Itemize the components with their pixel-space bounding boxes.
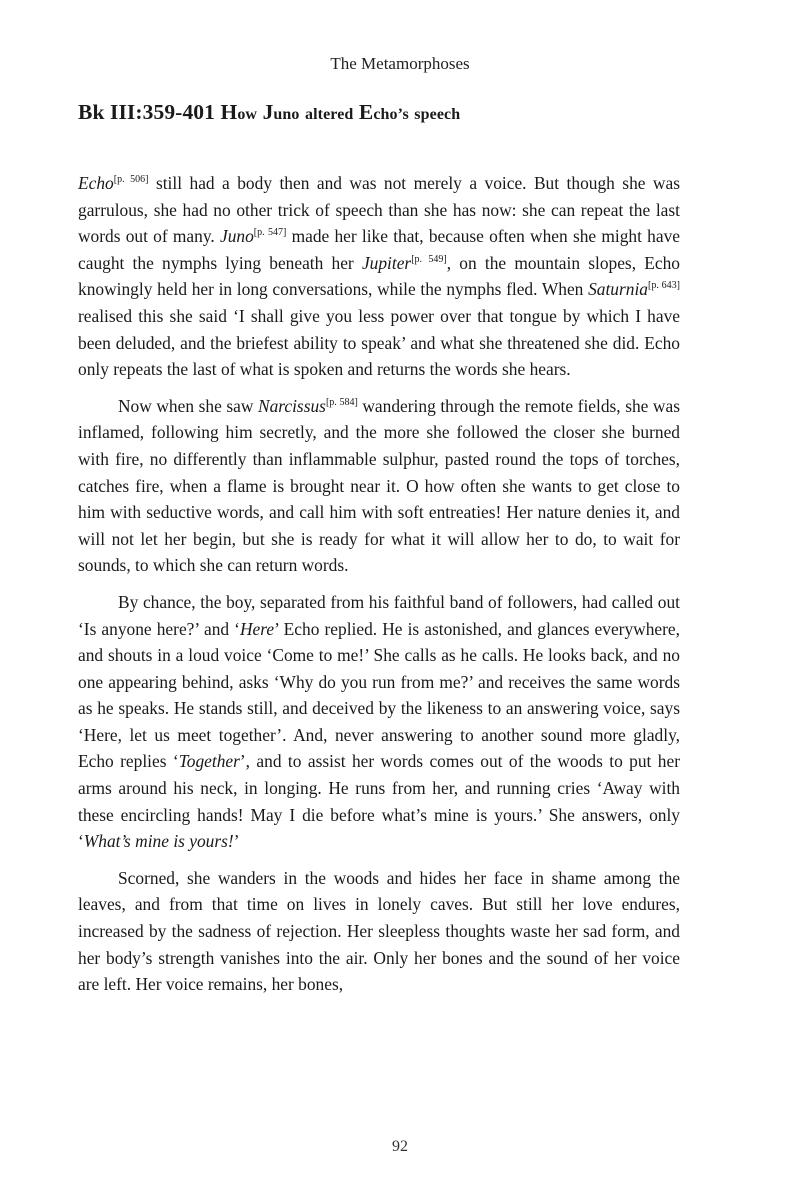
section-title: Bk III:359-401 How Juno altered Echo’s speech	[78, 100, 461, 124]
page-ref: [p. 549]	[411, 253, 447, 265]
name-link-saturnia[interactable]: Saturnia	[588, 279, 648, 300]
title-ref: Bk III:359-401	[78, 100, 215, 124]
name-link-juno[interactable]: Juno	[219, 226, 254, 247]
paragraph: Now when she saw Narcissus[p. 584] wandering through the remote fields, she was inflamed, following him secretly, and the more she followed the closer she burned with fire, no differently than inflammable sulphur, pasted round the tops of torches, catches fire, when a flame is brought near it. O how often she wants to get close to him with seductive words, and call him with soft entreaties! Her nature denies it, and will not let her begin, but she is ready for what it will allow her to do, to wait for sounds, to which she can return words.	[78, 395, 680, 576]
emphasis: Together	[178, 751, 240, 772]
paragraph: By chance, the boy, separated from his faithful band of followers, had called out ‘Is anyone here?’ and ‘Here’ Echo replied. He is astonished, and glances everywhere, and shouts in a loud voice ‘Come to me!’ She calls as he calls. He looks back, and no one appearing behind, asks ‘Why do you run from me?’ and receives the same words as he speaks. He stands still, and deceived by the likeness to an answering voice, says ‘Here, let us meet together’. And, never answering to another sound more gladly, Echo replies ‘Together’, and to assist her words comes out of the woods to put her arms around his neck, in longing. He runs from her, and running cries ‘Away with these encircling hands! May I die before what’s mine is yours.’ She answers, only ‘What’s mine is yours!’	[78, 591, 680, 852]
name-link-echo[interactable]: Echo	[78, 173, 114, 193]
body-text	[78, 170, 680, 1008]
page-ref: [p. 643]	[647, 280, 680, 292]
page-ref: [p. 547]	[253, 227, 287, 239]
page-ref: [p. 584]	[325, 396, 358, 408]
name-link-narcissus[interactable]: Narcissus	[257, 395, 326, 416]
name-link-jupiter[interactable]: Jupiter	[361, 252, 412, 273]
page-ref: [p. 506]	[113, 174, 149, 186]
running-head: The Metamorphoses	[330, 54, 470, 73]
emphasis: What’s mine is yours!	[83, 831, 234, 852]
paragraph: Scorned, she wanders in the woods and hides her face in shame among the leaves, and from that time on lives in lonely caves. But still her love endures, increased by the sadness of rejection. Her sleepless thoughts waste her sad form, and her body’s strength vanishes into the air. Only her bones and the sound of her voice are left. Her voice remains, her bones,	[78, 867, 680, 995]
emphasis: Here	[239, 618, 275, 639]
paragraph: Echo[p. 506] still had a body then and was not merely a voice. But though she was garrulous, she had no other trick of speech than she has now: she can repeat the last words out of many. Juno[p. 547] made her like that, because often when she might have caught the nymphs lying beneath her Jupiter[p. 549], on the mountain slopes, Echo knowingly held her in long conversations, while the nymphs fled. When Saturnia[p. 643] realised this she said ‘I shall give you less power over that tongue by which I have been deluded, and the briefest ability to speak’ and what she threatened she did. Echo only repeats the last of what is spoken and returns the words she hears.	[78, 173, 680, 380]
page-number: 92	[392, 1138, 408, 1155]
